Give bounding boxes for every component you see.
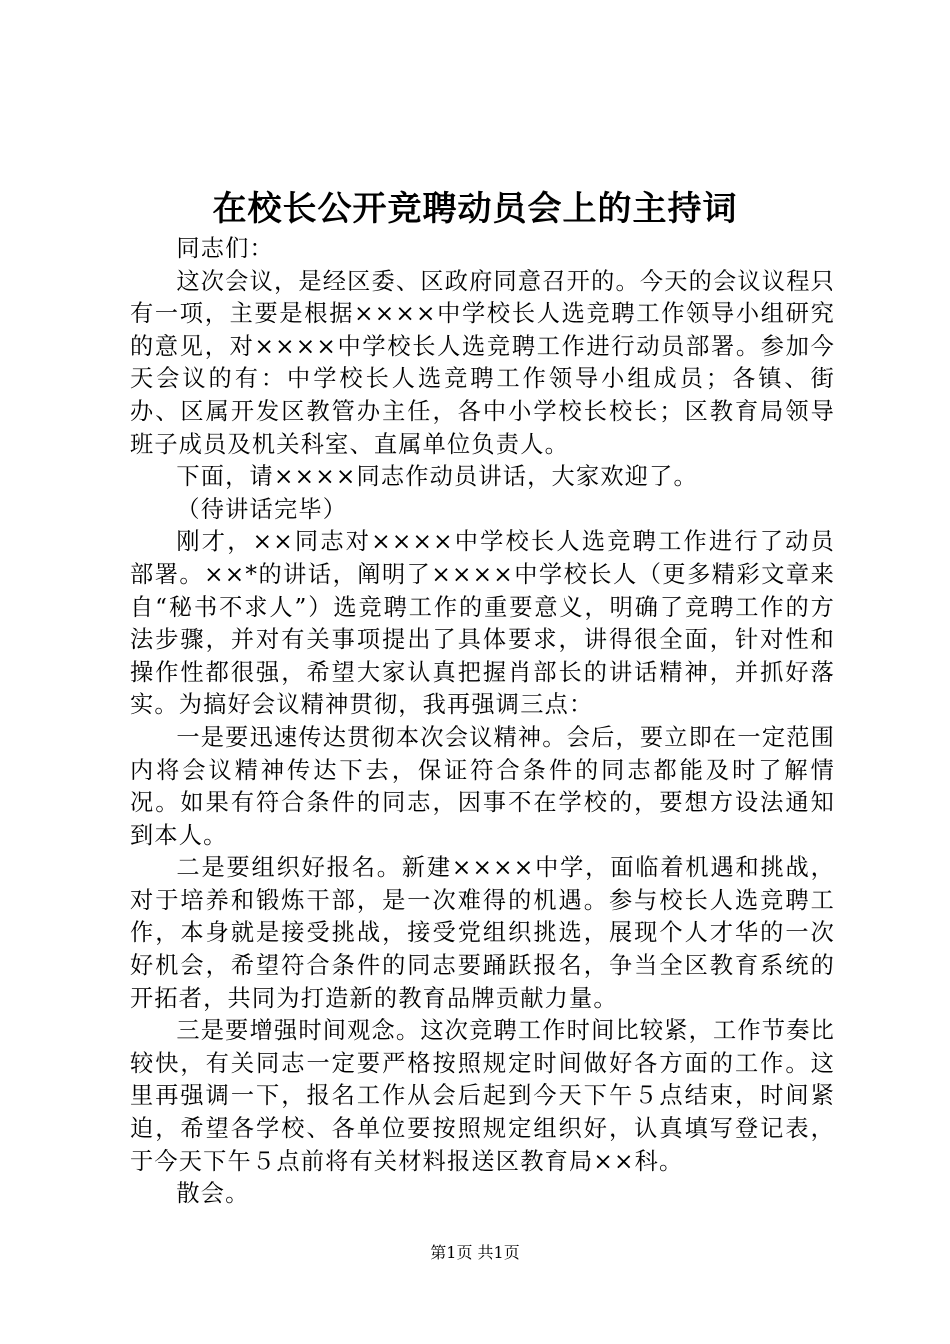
- closing-paragraph: 散会。: [176, 1180, 250, 1208]
- body-paragraph: （待讲话完毕）: [176, 495, 348, 523]
- body-paragraph: 下面，请××××同志作动员讲话，大家欢迎了。: [176, 463, 698, 491]
- body-paragraph: 三是要增强时间观念。这次竞聘工作时间比较紧，工作节奏比较快，有关同志一定要严格按照规定时间做好各方面的工作。这里再强调一下，报名工作从会后起到今天下午５点结束，时间紧迫，希望各学校、各单位要按照规定组织好，认真填写登记表，于今天下午５点前将有关材料报送区教育局××科。: [130, 1017, 835, 1175]
- body-paragraph: 这次会议，是经区委、区政府同意召开的。今天的会议议程只有一项，主要是根据××××中学校长人选竞聘工作领导小组研究的意见，对××××中学校长人选竞聘工作进行动员部署。参加今天会议的有：中学校长人选竞聘工作领导小组成员；各镇、街办、区属开发区教管办主任，各中小学校长校长；区教育局领导班子成员及机关科室、直属单位负责人。: [130, 267, 835, 458]
- salutation-paragraph: 同志们：: [176, 235, 274, 262]
- body-paragraph: 刚才，××同志对××××中学校长人选竞聘工作进行了动员部署。××*的讲话，阐明了××××中学校长人（更多精彩文章来自“秘书不求人”）选竞聘工作的重要意义，明确了竞聘工作的方法步骤，并对有关事项提出了具体要求，讲得很全面，针对性和操作性都很强，希望大家认真把握肖部长的讲话精神，并抓好落实。为搞好会议精神贯彻，我再强调三点：: [130, 528, 835, 719]
- document-body: [130, 233, 835, 1211]
- page-footer: 第1页 共1页: [430, 1243, 520, 1262]
- body-paragraph: 一是要迅速传达贯彻本次会议精神。会后，要立即在一定范围内将会议精神传达下去，保证符合条件的同志都能及时了解情况。如果有符合条件的同志，因事不在学校的，要想方设法通知到本人。: [130, 723, 835, 849]
- body-paragraph: 二是要组织好报名。新建××××中学，面临着机遇和挑战，对于培养和锻炼干部，是一次难得的机遇。参与校长人选竞聘工作，本身就是接受挑战，接受党组织挑选，展现个人才华的一次好机会，希望符合条件的同志要踊跃报名，争当全区教育系统的开拓者，共同为打造新的教育品牌贡献力量。: [130, 854, 835, 1012]
- document-title: 在校长公开竞聘动员会上的主持词: [212, 189, 738, 229]
